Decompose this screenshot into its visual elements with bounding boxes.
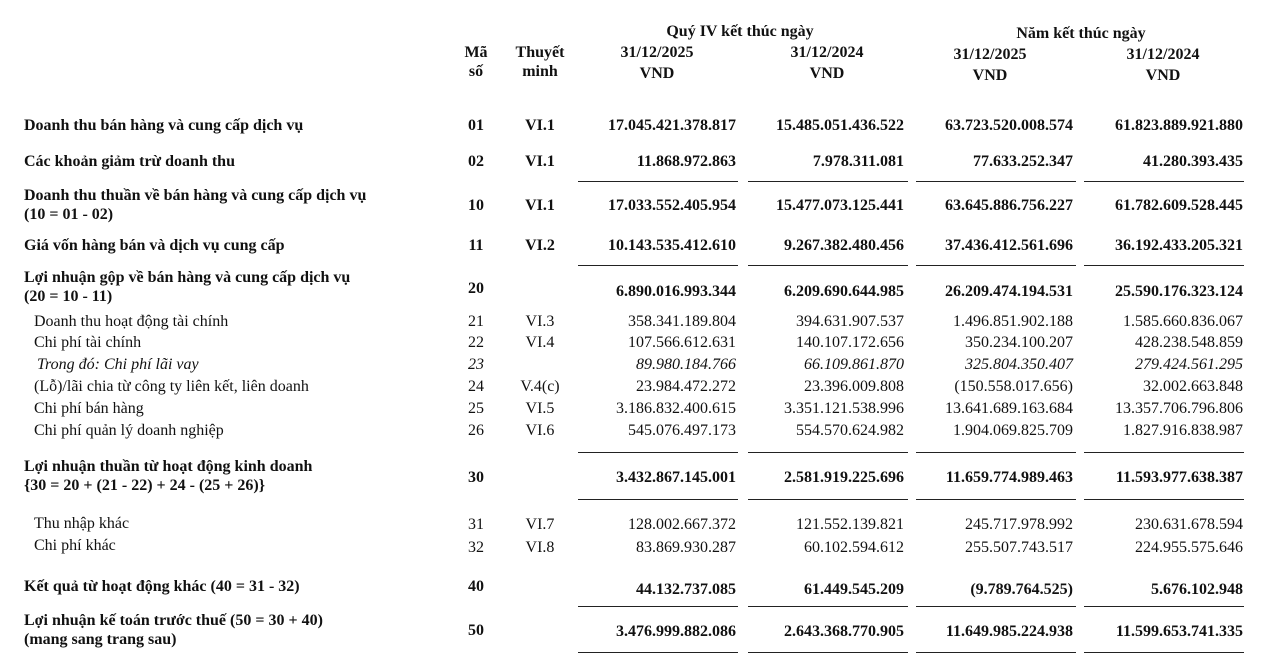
row-note: VI.1: [525, 197, 555, 214]
row-note: VI.2: [525, 237, 555, 254]
row-value: 61.823.889.921.880: [1115, 117, 1243, 134]
row-value: 128.002.667.372: [628, 516, 736, 533]
row-value: 350.234.100.207: [965, 334, 1073, 351]
quarter-group-header: Quý IV kết thúc ngày: [666, 23, 814, 40]
row-label: Lợi nhuận gộp về bán hàng và cung cấp dịch vụ: [24, 269, 351, 286]
row-value: 66.109.861.870: [804, 356, 904, 373]
row-code: 10: [468, 197, 484, 214]
row-code: 50: [468, 622, 484, 639]
row-code: 22: [468, 334, 484, 351]
note-header-line2: minh: [522, 63, 558, 80]
row-value: 15.485.051.436.522: [776, 117, 904, 134]
total-line: [1084, 652, 1244, 653]
row-label: Kết quả từ hoạt động khác (40 = 31 - 32): [24, 578, 300, 595]
row-value: 44.132.737.085: [636, 581, 736, 598]
row-value: 6.890.016.993.344: [616, 283, 736, 300]
row-code: 26: [468, 422, 484, 439]
row-value: 224.955.575.646: [1135, 539, 1243, 556]
subtotal-line: [1084, 499, 1244, 500]
subtotal-line: [748, 181, 908, 182]
row-label: Doanh thu thuần về bán hàng và cung cấp dịch vụ: [24, 187, 367, 204]
row-label: Lợi nhuận thuần từ hoạt động kinh doanh: [24, 458, 313, 475]
row-value: 3.432.867.145.001: [616, 469, 736, 486]
row-value: 77.633.252.347: [973, 153, 1073, 170]
subtotal-line: [916, 181, 1076, 182]
code-header-line2: số: [468, 63, 484, 80]
subtotal-line: [748, 606, 908, 607]
row-value: 325.804.350.407: [965, 356, 1073, 373]
row-note: VI.3: [525, 313, 555, 330]
row-label: (Lỗ)/lãi chia từ công ty liên kết, liên doanh: [34, 378, 309, 395]
row-code: 20: [468, 280, 484, 297]
row-value: 32.002.663.848: [1143, 378, 1243, 395]
row-label: Các khoản giảm trừ doanh thu: [24, 153, 235, 170]
row-value: 23.396.009.808: [804, 378, 904, 395]
subtotal-line: [748, 499, 908, 500]
row-value: 60.102.594.612: [804, 539, 904, 556]
row-label: Lợi nhuận kế toán trước thuế (50 = 30 + 40): [24, 612, 323, 629]
year-group-header: Năm kết thúc ngày: [1016, 25, 1146, 42]
row-value: 11.593.977.638.387: [1115, 469, 1243, 486]
col4-date: 31/12/2024: [1126, 46, 1200, 63]
row-value: 83.869.930.287: [636, 539, 736, 556]
row-note: VI.7: [525, 516, 555, 533]
subtotal-line: [1084, 181, 1244, 182]
subtotal-line: [1084, 265, 1244, 266]
row-value: 1.496.851.902.188: [953, 313, 1073, 330]
row-label: {30 = 20 + (21 - 22) + 24 - (25 + 26)}: [24, 477, 266, 494]
row-value: 10.143.535.412.610: [608, 237, 736, 254]
row-note: VI.5: [525, 400, 555, 417]
subtotal-line: [748, 452, 908, 453]
col3-currency: VND: [972, 67, 1008, 84]
row-value: 13.357.706.796.806: [1115, 400, 1243, 417]
row-value: 6.209.690.644.985: [784, 283, 904, 300]
row-value: 11.659.774.989.463: [945, 469, 1073, 486]
row-value: 61.449.545.209: [804, 581, 904, 598]
row-value: 13.641.689.163.684: [945, 400, 1073, 417]
row-value: 3.476.999.882.086: [616, 623, 736, 640]
row-value: (9.789.764.525): [970, 581, 1073, 598]
row-value: 545.076.497.173: [628, 422, 736, 439]
row-note: V.4(c): [520, 378, 560, 395]
col2-currency: VND: [809, 65, 845, 82]
note-header-line1: Thuyết: [515, 44, 565, 61]
row-label: Chi phí bán hàng: [34, 400, 144, 417]
row-value: 11.599.653.741.335: [1115, 623, 1243, 640]
row-value: 2.581.919.225.696: [784, 469, 904, 486]
row-label: Giá vốn hàng bán và dịch vụ cung cấp: [24, 237, 285, 254]
total-line: [578, 652, 738, 653]
row-code: 11: [468, 237, 484, 254]
row-code: 21: [468, 313, 484, 330]
row-value: 358.341.189.804: [628, 313, 736, 330]
row-code: 02: [468, 153, 484, 170]
row-value: 2.643.368.770.905: [784, 623, 904, 640]
col3-date: 31/12/2025: [953, 46, 1027, 63]
row-value: 3.186.832.400.615: [616, 400, 736, 417]
row-value: 121.552.139.821: [796, 516, 904, 533]
row-label: (10 = 01 - 02): [24, 206, 114, 223]
row-value: 25.590.176.323.124: [1115, 283, 1243, 300]
row-label: Doanh thu bán hàng và cung cấp dịch vụ: [24, 117, 304, 134]
subtotal-line: [1084, 452, 1244, 453]
row-value: 15.477.073.125.441: [776, 197, 904, 214]
total-line: [748, 652, 908, 653]
row-code: 31: [468, 516, 484, 533]
row-code: 25: [468, 400, 484, 417]
subtotal-line: [748, 265, 908, 266]
subtotal-line: [916, 499, 1076, 500]
row-value: 11.649.985.224.938: [945, 623, 1073, 640]
total-line: [916, 652, 1076, 653]
row-value: 3.351.121.538.996: [784, 400, 904, 417]
row-note: VI.8: [525, 539, 555, 556]
row-value: 230.631.678.594: [1135, 516, 1243, 533]
row-code: 32: [468, 539, 484, 556]
col1-currency: VND: [639, 65, 675, 82]
row-value: 245.717.978.992: [965, 516, 1073, 533]
row-code: 23: [468, 356, 484, 373]
row-value: 1.827.916.838.987: [1123, 422, 1243, 439]
col2-date: 31/12/2024: [790, 44, 864, 61]
row-note: VI.6: [525, 422, 555, 439]
row-value: 5.676.102.948: [1151, 581, 1243, 598]
col1-date: 31/12/2025: [620, 44, 694, 61]
subtotal-line: [916, 452, 1076, 453]
row-value: 23.984.472.272: [636, 378, 736, 395]
row-value: 7.978.311.081: [812, 153, 904, 170]
row-value: 63.645.886.756.227: [945, 197, 1073, 214]
row-value: 36.192.433.205.321: [1115, 237, 1243, 254]
row-value: 37.436.412.561.696: [945, 237, 1073, 254]
subtotal-line: [578, 181, 738, 182]
row-code: 01: [468, 117, 484, 134]
code-header-line1: Mã: [464, 44, 488, 61]
subtotal-line: [916, 265, 1076, 266]
row-value: 17.045.421.378.817: [608, 117, 736, 134]
row-value: 554.570.624.982: [796, 422, 904, 439]
row-code: 40: [468, 578, 484, 595]
row-value: 11.868.972.863: [636, 153, 736, 170]
row-label: Trong đó: Chi phí lãi vay: [37, 356, 199, 373]
row-value: 9.267.382.480.456: [784, 237, 904, 254]
row-label: (mang sang trang sau): [24, 631, 177, 648]
row-code: 30: [468, 469, 484, 486]
row-value: 61.782.609.528.445: [1115, 197, 1243, 214]
subtotal-line: [578, 452, 738, 453]
row-code: 24: [468, 378, 484, 395]
subtotal-line: [578, 606, 738, 607]
row-value: 17.033.552.405.954: [608, 197, 736, 214]
row-value: 41.280.393.435: [1143, 153, 1243, 170]
row-label: Chi phí khác: [34, 537, 116, 554]
row-value: 279.424.561.295: [1135, 356, 1243, 373]
subtotal-line: [578, 265, 738, 266]
row-value: (150.558.017.656): [954, 378, 1073, 395]
row-value: 428.238.548.859: [1135, 334, 1243, 351]
subtotal-line: [1084, 606, 1244, 607]
subtotal-line: [578, 499, 738, 500]
row-value: 394.631.907.537: [796, 313, 904, 330]
row-value: 140.107.172.656: [796, 334, 904, 351]
row-label: (20 = 10 - 11): [24, 288, 113, 305]
row-note: VI.4: [525, 334, 555, 351]
col4-currency: VND: [1145, 67, 1181, 84]
row-value: 63.723.520.008.574: [945, 117, 1073, 134]
row-label: Chi phí tài chính: [34, 334, 142, 351]
row-label: Chi phí quản lý doanh nghiệp: [34, 422, 224, 439]
row-label: Thu nhập khác: [34, 515, 130, 532]
row-note: VI.1: [525, 117, 555, 134]
row-value: 107.566.612.631: [628, 334, 736, 351]
row-value: 26.209.474.194.531: [945, 283, 1073, 300]
row-value: 1.904.069.825.709: [953, 422, 1073, 439]
row-label: Doanh thu hoạt động tài chính: [34, 313, 229, 330]
subtotal-line: [916, 606, 1076, 607]
row-note: VI.1: [525, 153, 555, 170]
row-value: 89.980.184.766: [636, 356, 736, 373]
row-value: 1.585.660.836.067: [1123, 313, 1243, 330]
row-value: 255.507.743.517: [965, 539, 1073, 556]
